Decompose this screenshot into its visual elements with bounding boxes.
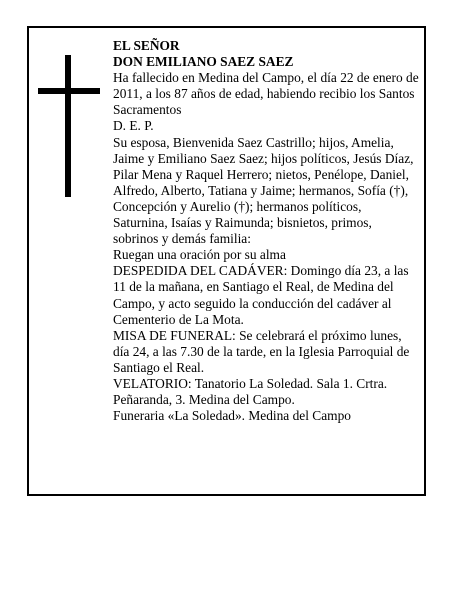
misa-info: MISA DE FUNERAL: Se celebrará el próximo lunes, día 24, a las 7.30 de la tarde, en la Iglesia Parroquial de Santiago el Real. <box>113 327 410 375</box>
family-list: Su esposa, Bienvenida Saez Castrillo; hijos, Amelia, Jaime y Emiliano Saez Saez; hijos políticos, Jesús Díaz, Pilar Mena y Raquel Herrero; nietos, Penélope, Daniel, Alfredo, Alberto, Tatiana y Jaime; hermanos, Sofía (†), Concepción y Aurelio (†); hermanos políticos, Saturnina, Isaías y Raimunda; bisnietos, primos, sobrinos y demás familia: <box>113 134 414 247</box>
cross-icon <box>38 55 100 197</box>
funeraria-info: Funeraria «La Soledad». Medina del Campo <box>113 408 351 424</box>
cross-vertical-bar <box>65 55 71 197</box>
title-line-1: EL SEÑOR <box>113 38 180 53</box>
velatorio-info: VELATORIO: Tanatorio La Soledad. Sala 1. Crtra. Peñaranda, 3. Medina del Campo. <box>113 375 388 408</box>
deceased-name: DON EMILIANO SAEZ SAEZ <box>113 54 294 70</box>
death-notice: Ha fallecido en Medina del Campo, el día 22 de enero de 2011, a los 87 años de edad, habiendo recibio los Santos Sacramentos <box>113 70 419 118</box>
obituary-text <box>113 38 419 424</box>
dep-line: D. E. P. <box>113 118 154 134</box>
cross-horizontal-bar <box>38 88 100 94</box>
prayer-request: Ruegan una oración por su alma <box>113 247 286 263</box>
despedida-info: DESPEDIDA DEL CADÁVER: Domingo día 23, a las 11 de la mañana, en Santiago el Real, de Medina del Campo, y acto seguido la conducción del cadáver al Cementerio de La Mota. <box>113 263 409 327</box>
